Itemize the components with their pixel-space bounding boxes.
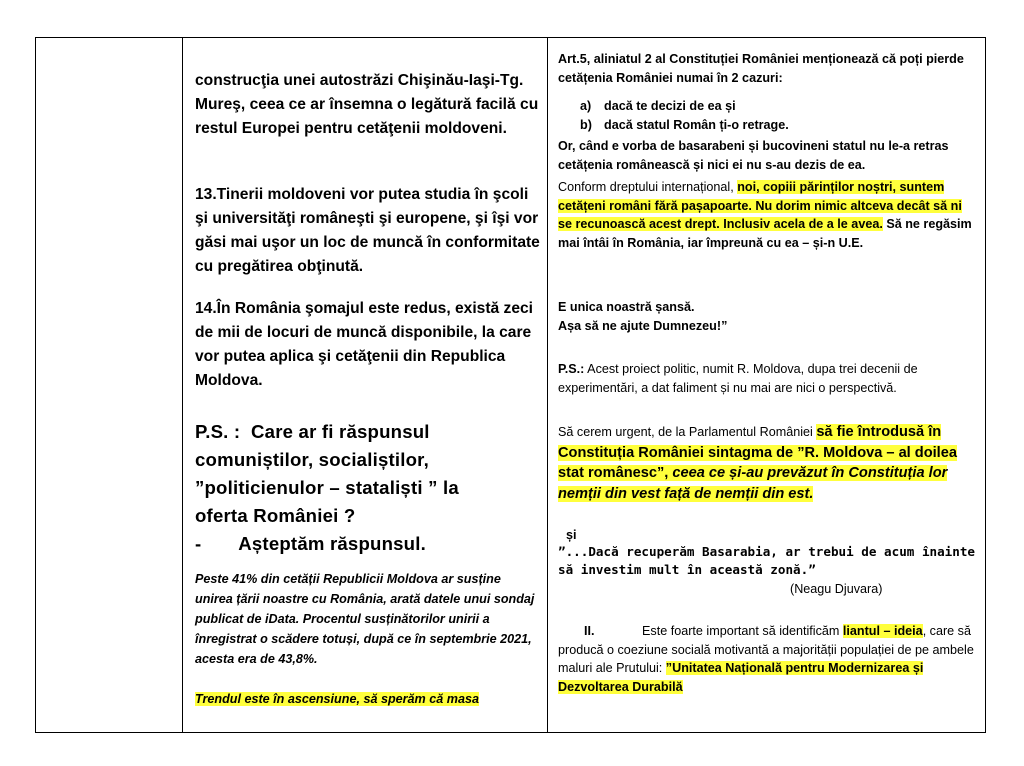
or-paragraph: Or, când e vorba de basarabeni și bucovineni statul nu le-a retras cetățenia românească și nici ei nu s-au dezis de ea. (558, 139, 949, 172)
ps-line: comuniștilor, socialiștilor, (195, 449, 429, 470)
case-a-text: dacă te decizi de ea și (604, 99, 736, 113)
quote-author: (Neagu Djuvara) (790, 582, 883, 596)
conform-paragraph (558, 178, 978, 252)
section-ii-highlight-2: ”Unitatea Națională pentru Modernizarea și Dezvoltarea Durabilă (558, 661, 924, 694)
conform-highlight: noi, copiii părinților noștri, suntem cetățeni români fără pașapoarte. Nu dorim nimic altceva decât să ni se recunoască acest drept. Inclusiv acela de a le avea. (558, 180, 962, 231)
right-column (550, 38, 986, 732)
section-ii-highlight: liantul – ideia (842, 624, 923, 638)
ps-question (195, 418, 540, 558)
cerem-highlight-italic: ceea ce și-au prevăzut în Constituția lor nemții din vest față de nemții din est. (558, 465, 948, 502)
case-b (580, 116, 980, 135)
section-ii-text: , care să producă o coeziune socială motivantă a majorității populației de pe ambele maluri ale Prutului: (558, 624, 974, 675)
unica-line: E unica noastră șansă. (558, 300, 695, 314)
art5-paragraph: Art.5, aliniatul 2 al Constituției României menționează că poți pierde cetățenia României numai în 2 cazuri: (558, 52, 964, 85)
case-a-marker: a) (580, 99, 592, 113)
ps-text: Acest proiect politic, numit R. Moldova, dupa trei decenii de experimentări, a dat faliment și nu mai are nici o perspectivă. (558, 362, 918, 395)
section-ii-number: II. (584, 624, 595, 638)
ps-line: P.S. : Care ar fi răspunsul (195, 421, 430, 442)
case-b-text: dacă statul Român ți-o retrage. (604, 117, 789, 132)
cerem-plain: Să cerem urgent, de la Parlamentul României (558, 425, 817, 439)
trend-paragraph (195, 689, 535, 709)
survey-paragraph: Peste 41% din cetății Republicii Moldova ar susține unirea țării noastre cu România, arată datele unui sondaj publicat de iData. Procentul susținătorilor unirii a înregistrat o scădere totuși, după ce în septembrie 2021, acesta era de 43,8%. (195, 572, 535, 666)
section-ii-paragraph (558, 622, 983, 696)
djuvara-quote: ”...Dacă recuperăm Basarabia, ar trebui de acum înainte să investim mult în această zonă.” (558, 544, 976, 577)
cerem-highlight-bold: să fie întrodusă în Constituția României sintagma de ”R. Moldova – al doilea stat românesc”, (558, 424, 957, 481)
ps-line: ”politicienulor – stataliști ” la (195, 477, 459, 498)
case-a (580, 97, 980, 116)
ps-line: oferta României ? (195, 505, 356, 526)
ps-paragraph (558, 360, 978, 397)
si-word: și (566, 528, 577, 542)
document-table (35, 37, 986, 733)
cerem-paragraph (558, 422, 983, 504)
ps-line: - Așteptăm răspunsul. (195, 533, 426, 554)
trend-text: Trendul este în ascensiune, să sperăm că masa (195, 692, 479, 706)
ps-label: P.S.: (558, 362, 585, 376)
case-list (580, 97, 980, 134)
paragraph-14: 14.În România şomajul este redus, există zeci de mii de locuri de muncă disponibile, la care vor putea aplica şi cetăţenii din Republica Moldova. (195, 300, 534, 389)
column-divider-1 (182, 38, 183, 732)
conform-tail: Să ne regăsim mai întâi în România, iar împreună cu ea – și-n U.E. (558, 217, 972, 250)
dumnezeu-line: Așa să ne ajute Dumnezeu!” (558, 319, 728, 333)
case-b-marker: b) (580, 117, 592, 132)
section-ii-plain: Este foarte important să identificăm (642, 624, 843, 638)
middle-column (185, 38, 548, 732)
paragraph-highway: construcţia unei autostrăzi Chişinău-Iaşi-Tg. Mureş, ceea ce ar însemna o legătură facilă cu restul Europei pentru cetăţenii moldoveni. (195, 72, 539, 137)
paragraph-13: 13.Tinerii moldoveni vor putea studia în şcoli şi universităţi româneşti şi europene, şi îşi vor găsi mai uşor un loc de muncă în conformitate cu pregătirea obţinută. (195, 186, 540, 275)
conform-plain: Conform dreptului internațional, (558, 180, 738, 194)
